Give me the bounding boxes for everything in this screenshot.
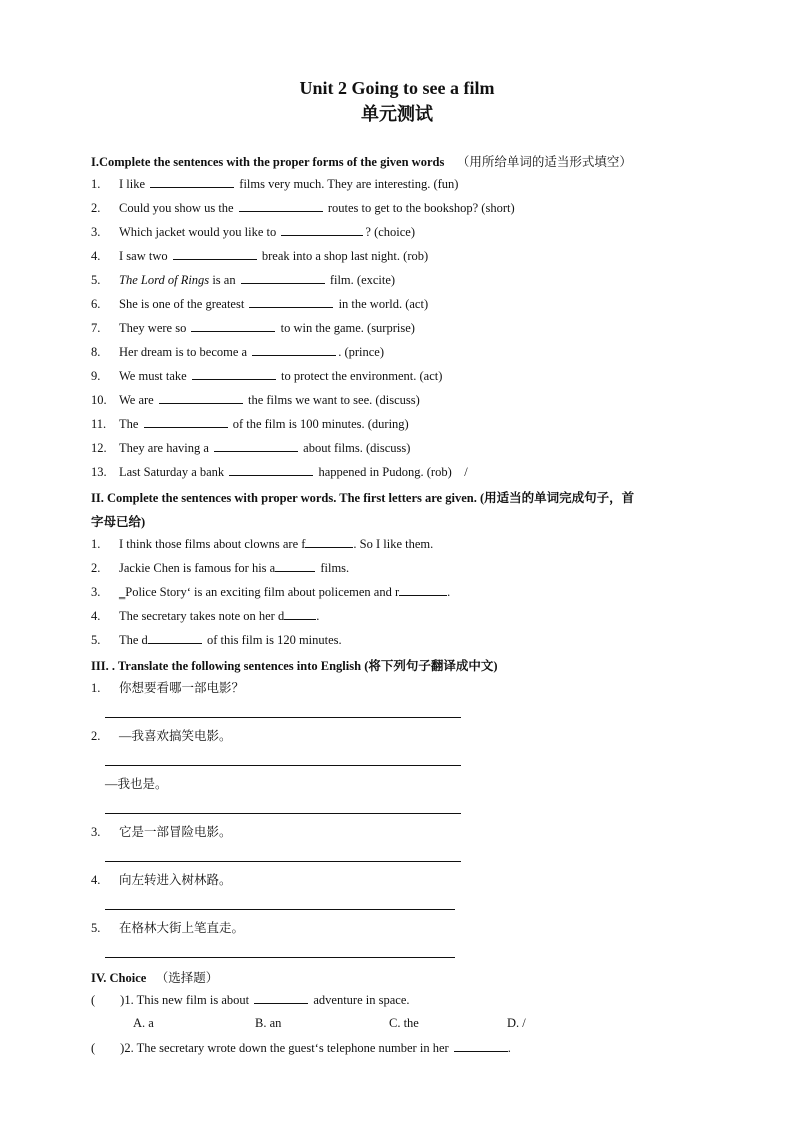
translation-line-3[interactable] (105, 861, 461, 862)
answer-blank[interactable] (229, 464, 313, 476)
translation-line-2[interactable] (105, 765, 461, 766)
s1-item-12: 12. They are having a about films. (discuss) (91, 441, 411, 455)
page-subtitle: 单元测试 (361, 104, 433, 124)
answer-blank[interactable] (173, 248, 257, 260)
answer-blank[interactable] (399, 584, 447, 596)
s1-item-13: 13. Last Saturday a bank happened in Pudong. (rob) / (91, 465, 468, 479)
translation-line-1[interactable] (105, 717, 461, 718)
s1-item-6: 6. She is one of the greatest in the world. (act) (91, 297, 429, 311)
answer-blank[interactable] (191, 320, 275, 332)
s3-item-2: 2. —我喜欢搞笑电影。 (91, 729, 232, 743)
answer-blank[interactable] (454, 1040, 508, 1052)
choice-question-2: ( )2. The secretary wrote down the guest‘s telephone number in her . (91, 1041, 511, 1055)
answer-blank[interactable] (214, 440, 298, 452)
s1-item-3: 3. Which jacket would you like to ? (choice) (91, 225, 416, 239)
section4-heading: IV. Choice （选择题） (91, 971, 219, 985)
answer-blank[interactable] (281, 224, 363, 236)
answer-blank[interactable] (159, 392, 243, 404)
section3-heading: III. . Translate the following sentences into English (将下列句子翻译成中文) (91, 659, 498, 673)
s3-item-1: 1. 你想要看哪一部电影？ (91, 681, 245, 695)
s1-item-5: 5. The Lord of Rings is an film. (excite) (91, 273, 396, 287)
s1-item-8: 8. Her dream is to become a . (prince) (91, 345, 385, 359)
choice-question-1: ( )1. This new film is about adventure in space. (91, 993, 410, 1007)
section2-heading-cont: 字母已给) (91, 515, 146, 529)
answer-blank[interactable] (254, 992, 308, 1004)
s1-item-1: 1. I like films very much. They are interesting. (fun) (91, 177, 459, 191)
option-c[interactable]: C. the (389, 1016, 419, 1030)
translation-line-2b[interactable] (105, 813, 461, 814)
answer-blank[interactable] (241, 272, 325, 284)
s1-item-11: 11. The of the film is 100 minutes. (during) (91, 417, 409, 431)
translation-line-5[interactable] (105, 957, 455, 958)
answer-blank[interactable] (148, 632, 202, 644)
section2-heading: II. Complete the sentences with proper words. The first letters are given. (用适当的单词完成句子，首 (91, 491, 635, 505)
answer-blank[interactable] (150, 176, 234, 188)
s2-item-4: 4. The secretary takes note on her d . (91, 609, 320, 623)
s2-item-2: 2. Jackie Chen is famous for his a films. (91, 561, 350, 575)
s1-item-4: 4. I saw two break into a shop last night. (rob) (91, 249, 429, 263)
answer-blank[interactable] (305, 536, 353, 548)
s2-item-5: 5. The d of this film is 120 minutes. (91, 633, 342, 647)
s1-item-2: 2. Could you show us the routes to get to the bookshop? (short) (91, 201, 515, 215)
page-title: Unit 2 Going to see a film (299, 78, 495, 98)
option-d[interactable]: D. / (507, 1016, 526, 1030)
option-b[interactable]: B. an (255, 1016, 282, 1030)
option-a[interactable]: A. a (133, 1016, 154, 1030)
answer-blank[interactable] (252, 344, 336, 356)
answer-blank[interactable] (192, 368, 276, 380)
s2-item-3: 3. ‗Police Story‘ is an exciting film about policemen and r . (91, 585, 451, 599)
answer-blank[interactable] (144, 416, 228, 428)
s2-item-1: 1. I think those films about clowns are f . So I like them. (91, 537, 434, 551)
answer-blank[interactable] (284, 608, 316, 620)
answer-blank[interactable] (239, 200, 323, 212)
answer-blank[interactable] (275, 560, 315, 572)
s3-item-4: 4. 向左转进入树林路。 (91, 873, 232, 887)
s3-item-2b: —我也是。 (105, 777, 168, 791)
answer-blank[interactable] (249, 296, 333, 308)
translation-line-4[interactable] (105, 909, 455, 910)
section1-heading: I.Complete the sentences with the proper forms of the given words （用所给单词的适当形式填空） (91, 155, 632, 169)
s3-item-3: 3. 它是一部冒险电影。 (91, 825, 232, 839)
s1-item-7: 7. They were so to win the game. (surprise) (91, 321, 415, 335)
s1-item-9: 9. We must take to protect the environment. (act) (91, 369, 443, 383)
s3-item-5: 5. 在格林大街上笔直走。 (91, 921, 245, 935)
s1-item-10: 10. We are the films we want to see. (discuss) (91, 393, 420, 407)
